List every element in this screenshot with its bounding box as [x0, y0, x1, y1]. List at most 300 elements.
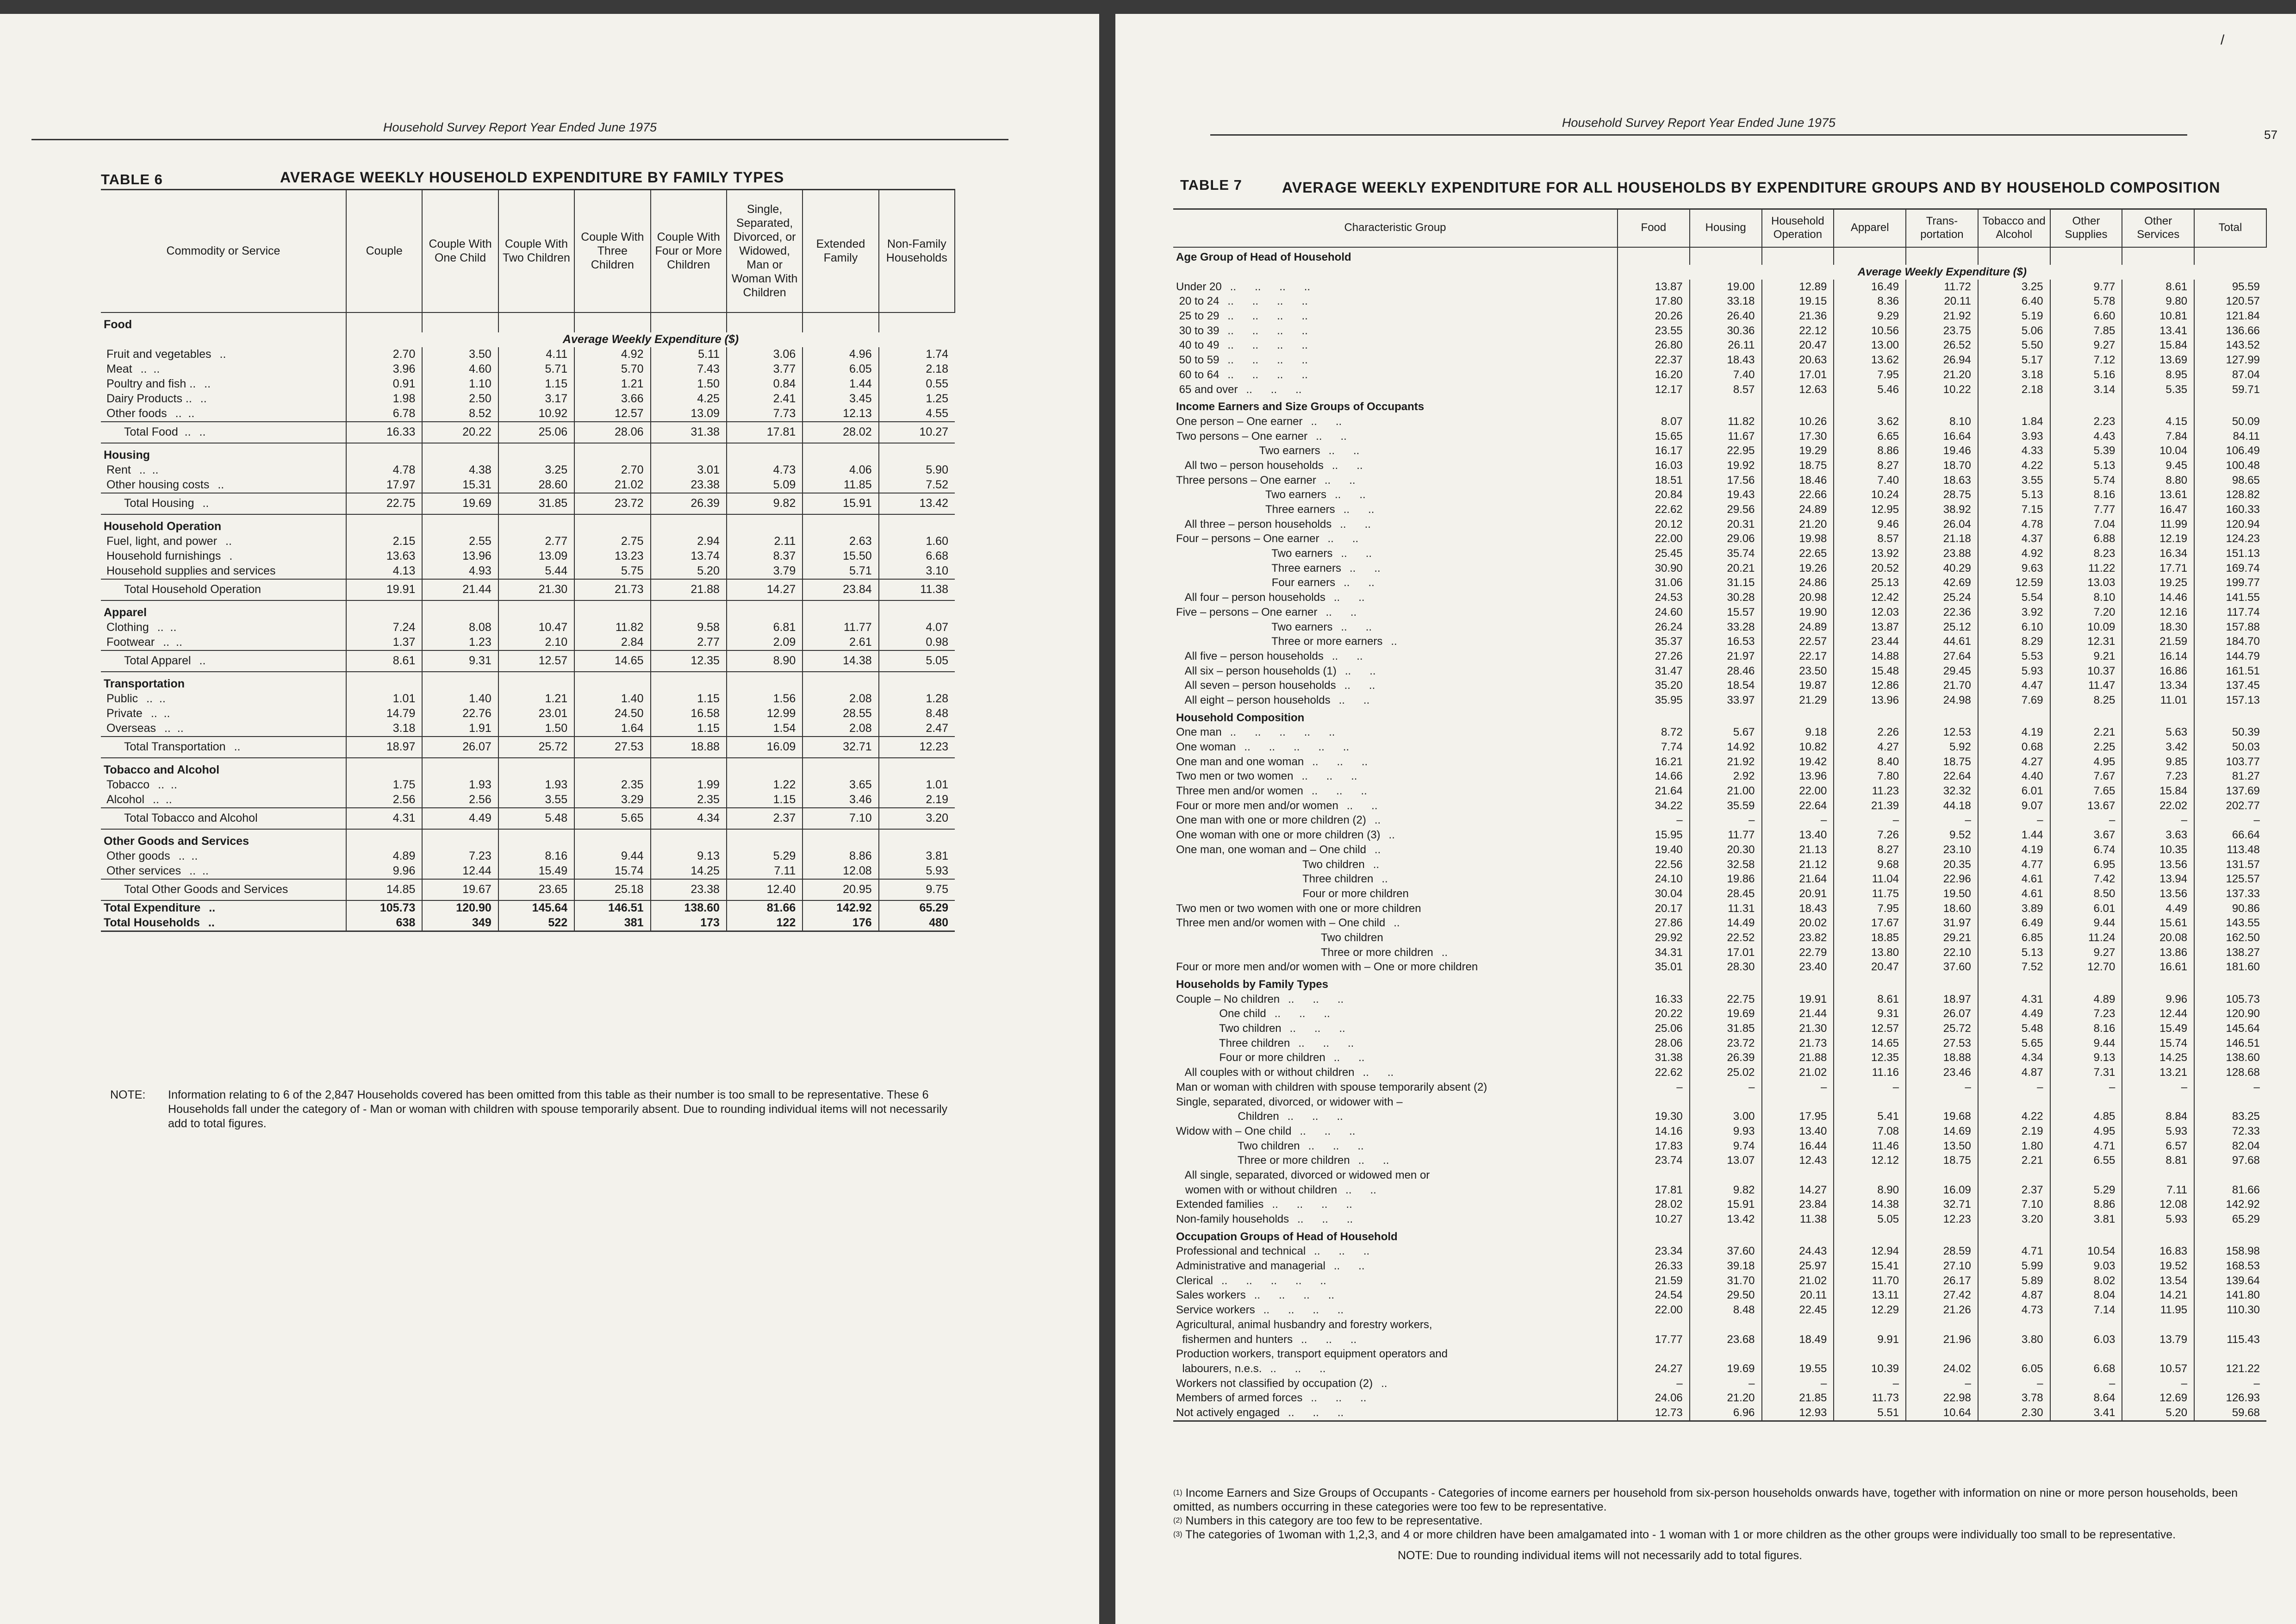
row-label	[101, 737, 346, 758]
row-label-text: Production workers, transport equipment operators and	[1176, 1348, 1448, 1361]
table-row	[1173, 590, 2266, 605]
row-label	[101, 377, 346, 392]
cell-value: 23.38	[651, 478, 727, 493]
footnote	[1173, 1528, 2275, 1542]
row-label	[101, 849, 346, 864]
cell-value: 169.74	[2194, 561, 2266, 576]
cell-value: 19.46	[1906, 443, 1978, 458]
cell-value	[2122, 1318, 2194, 1332]
row-label	[1173, 620, 1618, 635]
table-row	[1173, 546, 2266, 561]
cell-value: 25.06	[1618, 1021, 1690, 1036]
cell-value: –	[1978, 1080, 2050, 1095]
cell-value: 4.49	[1978, 1007, 2050, 1022]
cell-value: 19.52	[2122, 1259, 2194, 1274]
cell-value: 6.68	[2050, 1362, 2122, 1376]
footnote-mark: (1)	[1173, 1489, 1182, 1497]
cell-value: 11.23	[1834, 784, 1906, 799]
cell-value: 26.04	[1906, 517, 1978, 532]
cell-value	[651, 758, 727, 778]
cell-value: 31.06	[1618, 576, 1690, 591]
leader-dots: .. .. ..	[1246, 383, 1302, 396]
cell-value: 480	[879, 916, 955, 931]
cell-value: 39.18	[1690, 1259, 1762, 1274]
cell-value: 120.90	[422, 900, 498, 916]
column-header-couple: Couple	[346, 190, 422, 312]
row-label	[1173, 1095, 1618, 1110]
cell-value: 7.73	[727, 406, 803, 422]
leader-dots: .. ..	[1328, 444, 1360, 457]
table-row	[1173, 561, 2266, 576]
cell-value: 9.31	[1834, 1007, 1906, 1022]
cell-value: 17.80	[1618, 294, 1690, 309]
leader-dots: ..	[200, 392, 207, 405]
cell-value: 98.65	[2194, 473, 2266, 488]
row-label-text: Three or more earners	[1176, 635, 1383, 648]
cell-value: 5.53	[1978, 649, 2050, 664]
cell-value: 5.78	[2050, 294, 2122, 309]
cell-value: 1.37	[346, 635, 422, 650]
table-row	[1173, 502, 2266, 517]
leader-dots: .. .. .. ..	[1227, 310, 1308, 323]
cell-value: 1.40	[422, 692, 498, 706]
cell-value	[1690, 708, 1762, 725]
cell-value: 6.10	[1978, 620, 2050, 635]
cell-value: 3.62	[1834, 414, 1906, 429]
row-label-text: Meat	[106, 362, 132, 375]
row-label	[101, 864, 346, 879]
row-label-text: Five – persons – One earner	[1176, 606, 1318, 618]
cell-value: 6.55	[2050, 1153, 2122, 1168]
leader-dots: ..	[208, 916, 215, 929]
row-label-text: All eight – person households	[1176, 693, 1331, 706]
cell-value: 2.77	[498, 534, 574, 549]
table-row	[101, 864, 955, 879]
row-label	[101, 900, 346, 916]
row-label-text: Single, separated, divorced, or widower with –	[1176, 1095, 1403, 1108]
leader-dots: .. .. ..	[1274, 1007, 1330, 1020]
cell-value	[346, 600, 422, 620]
table-row	[1173, 960, 2266, 975]
cell-value: 31.38	[651, 422, 727, 443]
cell-value: 23.88	[1906, 546, 1978, 561]
cell-value: 13.80	[1834, 945, 1906, 960]
cell-value: 15.84	[2122, 784, 2194, 799]
leader-dots: ..	[1394, 917, 1400, 930]
cell-value: 10.37	[2050, 664, 2122, 679]
row-label	[1173, 843, 1618, 857]
cell-value: 4.61	[1978, 872, 2050, 887]
cell-value: 120.57	[2194, 294, 2266, 309]
cell-value: –	[2050, 1376, 2122, 1391]
cell-value: 3.67	[2050, 828, 2122, 843]
row-label-text: Four – persons – One earner	[1176, 532, 1319, 545]
cell-value: 19.98	[1762, 532, 1834, 547]
cell-value	[1618, 247, 1690, 265]
cell-value: 28.02	[803, 422, 878, 443]
leader-dots: ..	[218, 478, 224, 491]
row-label	[1173, 1168, 1618, 1183]
leader-dots: .. .. ..	[1289, 1022, 1345, 1035]
leader-dots: .. ..	[1335, 488, 1366, 501]
cell-value: 16.58	[651, 706, 727, 721]
leader-dots: .. .. .. .. ..	[1230, 726, 1335, 739]
cell-value: 121.22	[2194, 1362, 2266, 1376]
row-label	[1173, 1405, 1618, 1421]
cell-value	[1690, 247, 1762, 265]
cell-value: 35.95	[1618, 693, 1690, 708]
table-row	[1173, 620, 2266, 635]
cell-value: 9.44	[2050, 916, 2122, 931]
row-label-text: Rent	[106, 463, 131, 476]
cell-value: 24.89	[1762, 620, 1834, 635]
cell-value: 10.39	[1834, 1362, 1906, 1376]
cell-value: 7.31	[2050, 1065, 2122, 1080]
cell-value: 9.77	[2050, 280, 2122, 294]
cell-value	[1762, 1227, 1834, 1244]
cell-value	[803, 758, 878, 778]
cell-value: 15.49	[498, 864, 574, 879]
cell-value: 33.97	[1690, 693, 1762, 708]
row-label	[1173, 1259, 1618, 1274]
cell-value: 2.63	[803, 534, 878, 549]
cell-value	[1906, 1227, 1978, 1244]
row-label-text: Three persons – One earner	[1176, 474, 1316, 487]
cell-value: 4.27	[1978, 755, 2050, 769]
cell-value: 28.55	[803, 706, 878, 721]
cell-value: 10.04	[2122, 443, 2194, 458]
table-title: AVERAGE WEEKLY EXPENDITURE FOR ALL HOUSEHOLDS BY EXPENDITURE GROUPS AND BY HOUSEHOLD COMPOSITION	[1282, 179, 2221, 196]
cell-value: 25.24	[1906, 590, 1978, 605]
cell-value	[2122, 397, 2194, 414]
cell-value	[574, 443, 650, 463]
cell-value: 17.83	[1618, 1139, 1690, 1154]
cell-value: –	[1906, 1080, 1978, 1095]
cell-value	[1690, 397, 1762, 414]
cell-value: 22.95	[1690, 443, 1762, 458]
row-label	[1173, 649, 1618, 664]
cell-value: 2.47	[879, 721, 955, 737]
cell-value: 13.34	[2122, 678, 2194, 693]
cell-value: 5.16	[2050, 368, 2122, 382]
cell-value: 25.12	[1906, 620, 1978, 635]
cell-value: 1.21	[574, 377, 650, 392]
cell-value	[727, 600, 803, 620]
cell-value: 4.55	[879, 406, 955, 422]
row-label-text: Two persons – One earner	[1176, 430, 1308, 443]
cell-value: 4.73	[727, 463, 803, 478]
cell-value: 110.30	[2194, 1303, 2266, 1318]
row-label	[1173, 502, 1618, 517]
cell-value: 25.02	[1690, 1065, 1762, 1080]
cell-value: 1.44	[803, 377, 878, 392]
cell-value: –	[1690, 813, 1762, 828]
cell-value: 4.49	[2122, 901, 2194, 916]
row-label	[1173, 1051, 1618, 1066]
cell-value: 3.89	[1978, 901, 2050, 916]
cell-value: 4.22	[1978, 1109, 2050, 1124]
cell-value: 9.63	[1978, 561, 2050, 576]
leader-dots: .. .. .. ..	[1254, 1289, 1335, 1302]
cell-value	[346, 672, 422, 692]
row-label-text: Other services	[106, 864, 181, 877]
cell-value: 20.98	[1762, 590, 1834, 605]
cell-value: 7.14	[2050, 1303, 2122, 1318]
table-row	[1173, 1347, 2266, 1362]
cell-value: 21.59	[2122, 634, 2194, 649]
cell-value: 4.77	[1978, 857, 2050, 872]
cell-value: 23.65	[498, 879, 574, 900]
cell-value: 21.73	[574, 579, 650, 600]
leader-dots: .. .. ..	[1308, 1139, 1364, 1152]
table-row	[1173, 353, 2266, 368]
cell-value: 3.17	[498, 392, 574, 406]
cell-value	[422, 758, 498, 778]
cell-value: 3.42	[2122, 740, 2194, 755]
cell-value: 35.59	[1690, 799, 1762, 813]
cell-value: 19.69	[1690, 1362, 1762, 1376]
cell-value: 8.27	[1834, 843, 1906, 857]
cell-value: 5.51	[1834, 1405, 1906, 1421]
cell-value: 21.70	[1906, 678, 1978, 693]
cell-value: 21.97	[1690, 649, 1762, 664]
cell-value: 8.72	[1618, 725, 1690, 740]
cell-value: 22.98	[1906, 1391, 1978, 1405]
cell-value: 124.23	[2194, 532, 2266, 547]
cell-value: 5.75	[574, 564, 650, 579]
row-label	[101, 778, 346, 793]
row-label	[1173, 324, 1618, 338]
cell-value: 4.22	[1978, 458, 2050, 473]
cell-value	[2194, 1347, 2266, 1362]
cell-value: 7.11	[2122, 1183, 2194, 1198]
cell-value: 50.09	[2194, 414, 2266, 429]
total-row	[101, 579, 955, 600]
cell-value: 50.03	[2194, 740, 2266, 755]
cell-value: 0.68	[1978, 740, 2050, 755]
cell-value: 11.01	[2122, 693, 2194, 708]
cell-value: 28.60	[498, 478, 574, 493]
leader-dots: ..	[204, 377, 211, 390]
cell-value: 17.97	[346, 478, 422, 493]
row-label	[101, 721, 346, 737]
cell-value: 7.80	[1834, 769, 1906, 784]
cell-value	[1762, 397, 1834, 414]
cell-value: 35.74	[1690, 546, 1762, 561]
cell-value: 1.80	[1978, 1139, 2050, 1154]
total-row	[101, 737, 955, 758]
cell-value: 146.51	[574, 900, 650, 916]
cell-value: 1.91	[422, 721, 498, 737]
cell-value: 22.64	[1906, 769, 1978, 784]
row-label-text: Other foods	[106, 407, 167, 420]
cell-value: 13.96	[1762, 769, 1834, 784]
cell-value: 26.40	[1690, 309, 1762, 324]
cell-value: 65.29	[879, 900, 955, 916]
row-label-text: 50 to 59	[1176, 354, 1220, 367]
cell-value: 33.18	[1690, 294, 1762, 309]
cell-value: 4.11	[498, 347, 574, 362]
row-label-text: Two children	[1176, 1022, 1282, 1035]
row-label	[1173, 945, 1618, 960]
table-row	[101, 392, 955, 406]
cell-value: 7.20	[2050, 605, 2122, 620]
cell-value: 14.49	[1690, 916, 1762, 931]
cell-value: 12.44	[2122, 1007, 2194, 1022]
cell-value: 22.00	[1618, 532, 1690, 547]
row-label-text: Non-family households	[1176, 1213, 1289, 1226]
row-label	[101, 620, 346, 635]
cell-value: 120.94	[2194, 517, 2266, 532]
cell-value: 8.02	[2050, 1274, 2122, 1288]
table-row	[101, 721, 955, 737]
cell-value	[2194, 247, 2266, 265]
cell-value	[346, 758, 422, 778]
cell-value: 6.40	[1978, 294, 2050, 309]
table-row	[1173, 1036, 2266, 1051]
footnote-mark: (2)	[1173, 1517, 1182, 1524]
row-label	[101, 443, 346, 463]
cell-value: 11.95	[2122, 1303, 2194, 1318]
cell-value: 1.15	[651, 721, 727, 737]
cell-value: 12.31	[2050, 634, 2122, 649]
cell-value	[2050, 1347, 2122, 1362]
running-head: Household Survey Report Year Ended June 1975	[1562, 116, 1836, 130]
cell-value	[1834, 1318, 1906, 1332]
table-row	[1173, 309, 2266, 324]
cell-value: 10.54	[2050, 1244, 2122, 1259]
cell-value: 31.47	[1618, 664, 1690, 679]
cell-value: 12.23	[879, 737, 955, 758]
table-row	[1173, 678, 2266, 693]
cell-value: 4.95	[2050, 755, 2122, 769]
row-label-text: Four or more children	[1176, 887, 1409, 900]
cell-value: 7.40	[1690, 368, 1762, 382]
leader-dots: .. .. ..	[1314, 1245, 1370, 1258]
cell-value: 4.73	[1978, 1303, 2050, 1318]
cell-value: 349	[422, 916, 498, 931]
cell-value	[1762, 1347, 1834, 1362]
cell-value: –	[1906, 813, 1978, 828]
cell-value: 12.57	[574, 406, 650, 422]
cell-value: 16.17	[1618, 443, 1690, 458]
cell-value: 95.59	[2194, 280, 2266, 294]
table-row	[1173, 1332, 2266, 1347]
leader-dots: ..	[199, 425, 206, 438]
cell-value: 162.50	[2194, 931, 2266, 945]
cell-value: 7.95	[1834, 901, 1906, 916]
cell-value: 2.21	[2050, 725, 2122, 740]
leader-dots: .. .. .. ..	[1227, 339, 1308, 352]
table-note: NOTE: Due to rounding individual items will not necessarily add to total figures.	[1398, 1549, 1803, 1562]
cell-value: 1.64	[574, 721, 650, 737]
cell-value: 22.17	[1762, 649, 1834, 664]
cell-value: 42.69	[1906, 576, 1978, 591]
cell-value: 17.95	[1762, 1109, 1834, 1124]
table-row	[101, 778, 955, 793]
cell-value: 127.99	[2194, 353, 2266, 368]
cell-value: 145.64	[2194, 1021, 2266, 1036]
cell-value: 1.74	[879, 347, 955, 362]
cell-value	[1834, 1347, 1906, 1362]
cell-value: 23.72	[574, 493, 650, 514]
cell-value: 4.19	[1978, 725, 2050, 740]
row-label-text: One man and one woman	[1176, 755, 1304, 768]
cell-value: 16.53	[1690, 634, 1762, 649]
cell-value: 11.46	[1834, 1139, 1906, 1154]
footnote-text: Numbers in this category are too few to be representative.	[1185, 1514, 1483, 1527]
leader-dots: .. ..	[178, 849, 198, 862]
cell-value: –	[1978, 1376, 2050, 1391]
cell-value: 11.70	[1834, 1274, 1906, 1288]
cell-value: 9.45	[2122, 458, 2194, 473]
cell-value: 4.92	[574, 347, 650, 362]
cell-value: 22.02	[2122, 799, 2194, 813]
cell-value: 26.07	[1906, 1007, 1978, 1022]
cell-value: 13.94	[2122, 872, 2194, 887]
cell-value: 13.56	[2122, 857, 2194, 872]
row-label-text: Transportation	[104, 677, 185, 690]
cell-value: 3.65	[803, 778, 878, 793]
table-row	[1173, 1109, 2266, 1124]
cell-value: 14.27	[727, 579, 803, 600]
table-row	[1173, 1318, 2266, 1332]
cell-value: 27.26	[1618, 649, 1690, 664]
cell-value	[1762, 708, 1834, 725]
cell-value: 6.60	[2050, 309, 2122, 324]
cell-value: 1.15	[651, 692, 727, 706]
right-page	[1115, 14, 2296, 1624]
cell-value: 2.37	[1978, 1183, 2050, 1198]
row-label	[1173, 740, 1618, 755]
leader-dots: .. ..	[1341, 547, 1372, 560]
cell-value: 4.33	[1978, 443, 2050, 458]
cell-value: 31.85	[1690, 1021, 1762, 1036]
footnote-text: The categories of 1woman with 1,2,3, and 4 or more children have been amalgamated into - 1 woman with 1 or more children as the other groups were individually too small to be representative.	[1185, 1528, 2176, 1541]
row-label	[1173, 784, 1618, 799]
cell-value: 0.84	[727, 377, 803, 392]
cell-value: 3.20	[879, 808, 955, 829]
row-label	[1173, 664, 1618, 679]
cell-value: 27.42	[1906, 1288, 1978, 1303]
cell-value: 13.40	[1762, 828, 1834, 843]
cell-value: 15.61	[2122, 916, 2194, 931]
cell-value	[2194, 708, 2266, 725]
cell-value: 19.91	[346, 579, 422, 600]
cell-value: 1.60	[879, 534, 955, 549]
cell-value	[1762, 974, 1834, 992]
cell-value: 3.01	[651, 463, 727, 478]
cell-value: 17.67	[1834, 916, 1906, 931]
cell-value: 6.01	[2050, 901, 2122, 916]
row-label	[101, 392, 346, 406]
cell-value: 23.34	[1618, 1244, 1690, 1259]
cell-value: 16.83	[2122, 1244, 2194, 1259]
cell-value	[2050, 247, 2122, 265]
cell-value: 7.12	[2050, 353, 2122, 368]
cell-value: 12.19	[2122, 532, 2194, 547]
cell-value: 121.84	[2194, 309, 2266, 324]
table-row	[1173, 1007, 2266, 1022]
cell-value	[422, 312, 498, 332]
table-row	[1173, 1244, 2266, 1259]
cell-value: 21.92	[1906, 309, 1978, 324]
cell-value: 12.35	[651, 650, 727, 672]
cell-value: 18.85	[1834, 931, 1906, 945]
cell-value: 18.88	[1906, 1051, 1978, 1066]
cell-value: 103.77	[2194, 755, 2266, 769]
cell-value: 4.95	[2050, 1124, 2122, 1139]
